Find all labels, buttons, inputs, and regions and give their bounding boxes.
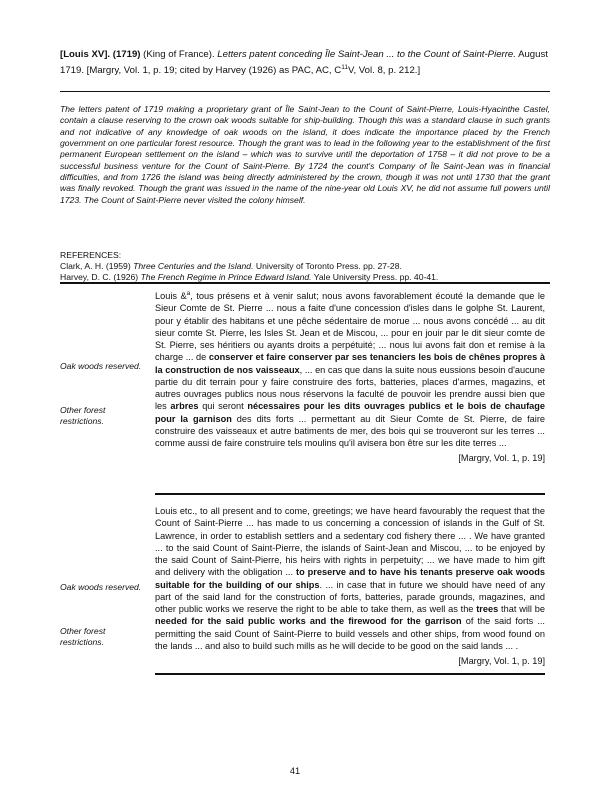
margin-note-oak-woods: Oak woods reserved. [60, 582, 142, 592]
passage-emphasis: nécessaires pour les dits ouvrages publics et le bois de chaufage pour la garnison [155, 401, 545, 424]
passage-text: des dits forts ... permettant au dit Sieur Comte de St. Pierre, de faire construire des vaisseaux et autre batiments de mer, des bois qui se trouveront sur les terres ... comme aussi de faire construire tels moulins qu'il avisera bon être sur les dite terres ... [155, 413, 545, 449]
references-heading: REFERENCES: [60, 250, 122, 260]
english-source-citation: [Margry, Vol. 1, p. 19] [458, 656, 545, 666]
page-number: 41 [289, 766, 301, 776]
passage-emphasis: trees [476, 604, 499, 614]
passage-divider [155, 673, 545, 675]
references [60, 250, 550, 284]
reference-author: Harvey, D. C. (1926) [60, 272, 141, 283]
margin-note-other-forest: Other forest restrictions. [60, 405, 106, 427]
passage-superscript: a [186, 290, 191, 297]
passage-text: qui seront [198, 401, 248, 412]
passage-text: , ... en cas que dans la suite nous eussions besoin d'aucune partie du dit terrain pour y faire construire des forts, batteries, places d'armes, magazins, et autres ouvrages publics nous nous réservons la faculté de pouvoir les prendre aussi bien que les [155, 364, 545, 412]
reference-publisher: Yale University Press. pp. 40-41. [311, 272, 439, 283]
passage-emphasis: needed for the said public works and the firewood for the garrison [155, 616, 462, 627]
passage-text: , tous présens et à venir salut; nous avons favorablement écouté la demande que le Sieur Comte de St. Pierre ... nous a faite d'une concession d'isles dans le golphe St. Laurent, pour y établir des habitans et une pêche sédentaire de morue ... nous avons concédé ... au dit sieur comte St. Pierre, les Isles St. Jean et de Miscou, ... pour en jouir par le dit sieur comte de St. Pierre, ses héritiers ou ayants droits a perpétuité; ... nous lui avons fait don et remise à la charge ... de [155, 291, 545, 363]
reference-publisher: University of Toronto Press. pp. 27-28. [253, 261, 402, 272]
margin-note-other-forest: Other forest restrictions. [60, 626, 106, 648]
citation-title: Letters patent conceding Île Saint-Jean ... to the Count of Saint-Pierre. [217, 49, 516, 60]
citation-text: August 1719. [Margry, Vol. 1, p. 19; cited by Harvey (1926) as PAC, AC, C [60, 49, 548, 77]
summary-paragraph: The letters patent of 1719 making a proprietary grant of Île Saint-Jean to the Count of Saint-Pierre, Louis-Hyacinthe Castel, contain a clause reserving to the crown oak woods suitable for ship-building. Though this was a standard clause in such grants and not indicative of any knowledge of oak woods on the island, it does indicate the importance placed by the French government on one particular forest resource. Though the grant was to lead in the following year to the establishment of the first permanent European settlement on the island – which was to survive until the deportation of 1758 – it did not prove to be a successful business venture for the Count of Saint-Pierre. By 1724 the count's Company of Île Saint-Jean was in financial difficulties, and from 1726 the island was being directly administered by the crown, though it was not until 1730 that the grant was finally revoked. Though the grant was issued in the name of the nine-year old Louis XV, he did not assume full powers until 1723. The Count of Saint-Pierre never visited the colony himself. [60, 104, 550, 205]
french-source-citation: [Margry, Vol. 1, p. 19] [458, 453, 545, 464]
passage-emphasis: conserver et faire conserver par ses tenanciers les bois de chênes propres à la construction de nos vaisseaux [155, 352, 545, 375]
passage-text: Louis & [155, 291, 187, 302]
passage-text: of the said forts ... permitting the said Count of Saint-Pierre to build vessels and other ships, from wood found on the lands ... and also to build such mills as he will decide to be good on the said lands ... . [155, 616, 545, 651]
reference-title: The French Regime in Prince Edward Island. [140, 272, 312, 283]
reference-author: Clark, A. H. (1959) [60, 261, 134, 272]
passage-emphasis: to preserve and to have his tenants preserve oak woods suitable for the building of our ships [155, 567, 545, 590]
passage-text: Louis etc., to all present and to come, greetings; we have heard favourably the request that the Count of Saint-Pierre ... has made to us concerning a concession of islands in the Gulf of St. Lawrence, in order to establish settlers and a sedentary cod fishery there ... . We have granted ... to the said Count of Saint-Pierre, the islands of Saint-Jean and Miscou, ... to be enjoyed by the said Count of Saint-Pierre, his heirs with rights in perpetuity; ... we have made to him gift and delivery with the obligation ... [155, 506, 545, 578]
reference-item [60, 261, 550, 272]
section-divider [60, 282, 550, 284]
passage-divider [155, 493, 545, 495]
passage-text: that will be [498, 604, 545, 614]
citation-header [60, 48, 550, 77]
citation-author: [Louis XV]. (1719) [60, 49, 141, 60]
french-passage [155, 288, 545, 465]
citation-superscript: 11 [341, 64, 348, 71]
english-passage [155, 505, 545, 667]
citation-text: (King of France). [140, 49, 218, 60]
reference-title: Three Centuries and the Island. [133, 261, 254, 272]
passage-text: . ... in case that in future we should have need of any part of the said land for the construction of forts, batteries, parade grounds, magazines, and other public works we reserve the right to be able to take them, as well as the [155, 579, 546, 614]
citation-text: V, Vol. 8, p. 212.] [347, 65, 421, 77]
header-divider [60, 91, 550, 92]
passage-emphasis: arbres [170, 401, 199, 412]
margin-note-oak-woods: Oak woods reserved. [60, 361, 142, 371]
